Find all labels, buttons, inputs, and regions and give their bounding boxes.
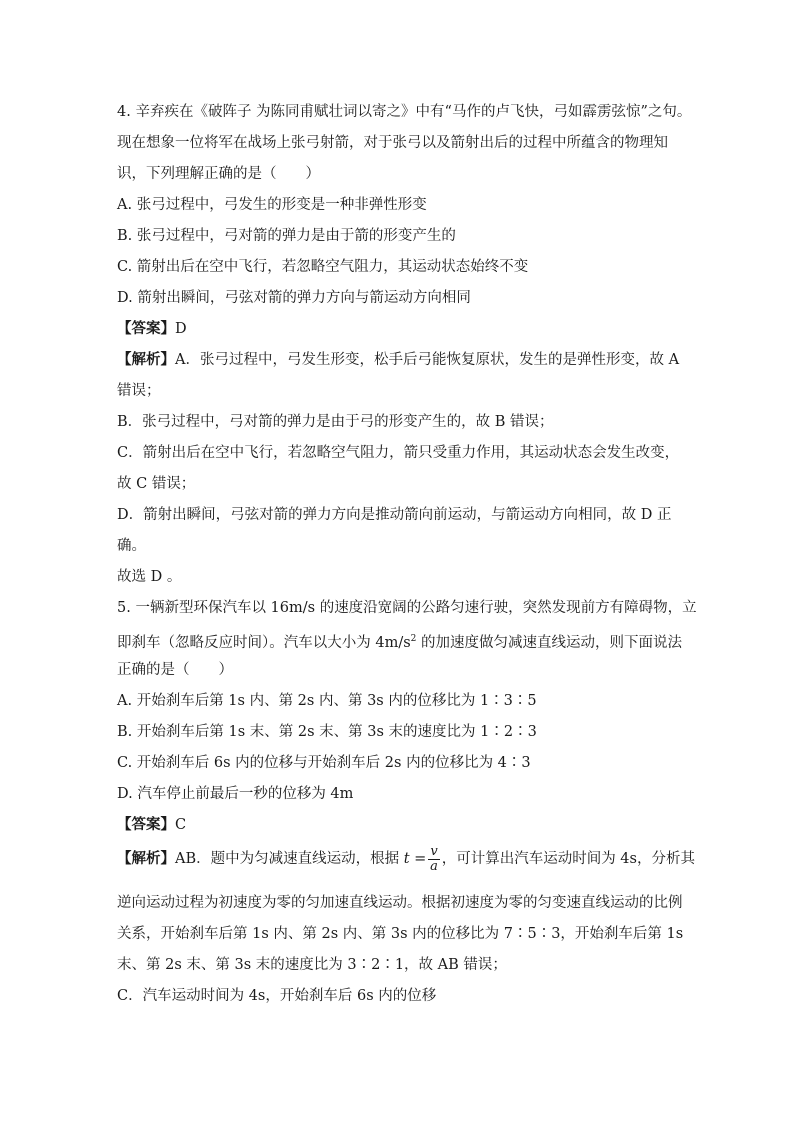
q5-stem-line-2-a: 即刹车（忽略反应时间）。汽车以大小为 4m/s xyxy=(117,634,411,651)
q4-option-a: A. 张弓过程中，弓发生的形变是一种非弹性形变 xyxy=(117,197,427,213)
q4-analysis-line-7: 确。 xyxy=(117,538,146,554)
q5-answer-value: C xyxy=(175,817,187,833)
q5-analysis-line-5: C．汽车运动时间为 4s，开始刹车后 6s 内的位移 xyxy=(117,988,437,1004)
q4-stem-line-1: 4. 辛弃疾在《破阵子 为陈同甫赋壮词以寄之》中有“马作的卢飞快，弓如霹雳弦惊”之句。 xyxy=(117,104,692,120)
q5-stem-superscript: 2 xyxy=(410,634,417,644)
q5-formula-lhs: t = xyxy=(403,851,427,867)
q5-stem-line-2 xyxy=(117,629,682,653)
q5-formula-numerator: v xyxy=(430,843,438,859)
q5-analysis-line-3: 关系，开始刹车后第 1s 内、第 2s 内、第 3s 内的位移比为 7∶5∶3，开始刹车后第 1s xyxy=(117,926,684,942)
q4-stem-line-3: 识，下列理解正确的是（ ） xyxy=(117,166,320,182)
q4-analysis-label: 【解析】 xyxy=(117,351,175,368)
q4-option-d: D. 箭射出瞬间，弓弦对箭的弹力方向与箭运动方向相同 xyxy=(117,290,471,306)
q4-analysis-line-1 xyxy=(117,350,679,370)
q5-analysis-line-1 xyxy=(117,842,695,876)
q4-stem-line-2: 现在想象一位将军在战场上张弓射箭，对于张弓以及箭射出后的过程中所蕴含的物理知 xyxy=(117,135,668,151)
q4-analysis-line-6: D．箭射出瞬间，弓弦对箭的弹力方向是推动箭向前运动，与箭运动方向相同，故 D 正 xyxy=(117,507,672,523)
q5-stem-line-3: 正确的是（ ） xyxy=(117,662,233,678)
q5-option-a: A. 开始刹车后第 1s 内、第 2s 内、第 3s 内的位移比为 1∶3∶5 xyxy=(117,693,537,709)
q4-analysis-line-2: 错误； xyxy=(117,383,161,399)
q5-analysis-text-1a: AB．题中为匀减速直线运动，根据 xyxy=(175,851,404,867)
q4-conclusion: 故选 D 。 xyxy=(117,569,182,585)
q5-analysis-line-4: 末、第 2s 末、第 3s 末的速度比为 3∶2∶1，故 AB 错误； xyxy=(117,957,507,973)
q5-option-c: C. 开始刹车后 6s 内的位移与开始刹车后 2s 内的位移比为 4∶3 xyxy=(117,755,531,771)
q4-option-b: B. 张弓过程中，弓对箭的弹力是由于箭的形变产生的 xyxy=(117,228,456,244)
q5-analysis-label: 【解析】 xyxy=(117,850,175,867)
q5-option-d: D. 汽车停止前最后一秒的位移为 4m xyxy=(117,786,354,802)
q4-analysis-line-5: 故 C 错误； xyxy=(117,476,196,492)
q4-answer-label: 【答案】 xyxy=(117,320,175,337)
q4-analysis-line-4: C．箭射出后在空中飞行，若忽略空气阻力，箭只受重力作用，其运动状态会发生改变， xyxy=(117,445,680,461)
q5-stem-line-2-b: 的加速度做匀减速直线运动，则下面说法 xyxy=(416,634,683,651)
q5-analysis-line-2: 逆向运动过程为初速度为零的匀加速直线运动。根据初速度为零的匀变速直线运动的比例 xyxy=(117,895,683,911)
q4-analysis-line-3: B．张弓过程中，弓对箭的弹力是由于弓的形变产生的，故 B 错误； xyxy=(117,414,554,430)
q4-answer xyxy=(117,319,187,339)
q4-answer-value: D xyxy=(175,321,187,337)
q5-analysis-text-1b: ，可计算出汽车运动时间为 4s，分析其 xyxy=(441,851,695,867)
q5-formula-fraction xyxy=(428,845,439,874)
q5-option-b: B. 开始刹车后第 1s 末、第 2s 末、第 3s 末的速度比为 1∶2∶3 xyxy=(117,724,537,740)
q5-answer-label: 【答案】 xyxy=(117,816,175,833)
q5-stem-line-1: 5. 一辆新型环保汽车以 16m/s 的速度沿宽阔的公路匀速行驶，突然发现前方有障碍物，立 xyxy=(117,600,697,616)
q4-analysis-text-1: A．张弓过程中，弓发生形变，松手后弓能恢复原状，发生的是弹性形变，故 A xyxy=(175,352,680,368)
q4-option-c: C. 箭射出后在空中飞行，若忽略空气阻力，其运动状态始终不变 xyxy=(117,259,529,275)
q5-formula-denominator: a xyxy=(430,858,438,874)
q5-answer xyxy=(117,815,186,835)
